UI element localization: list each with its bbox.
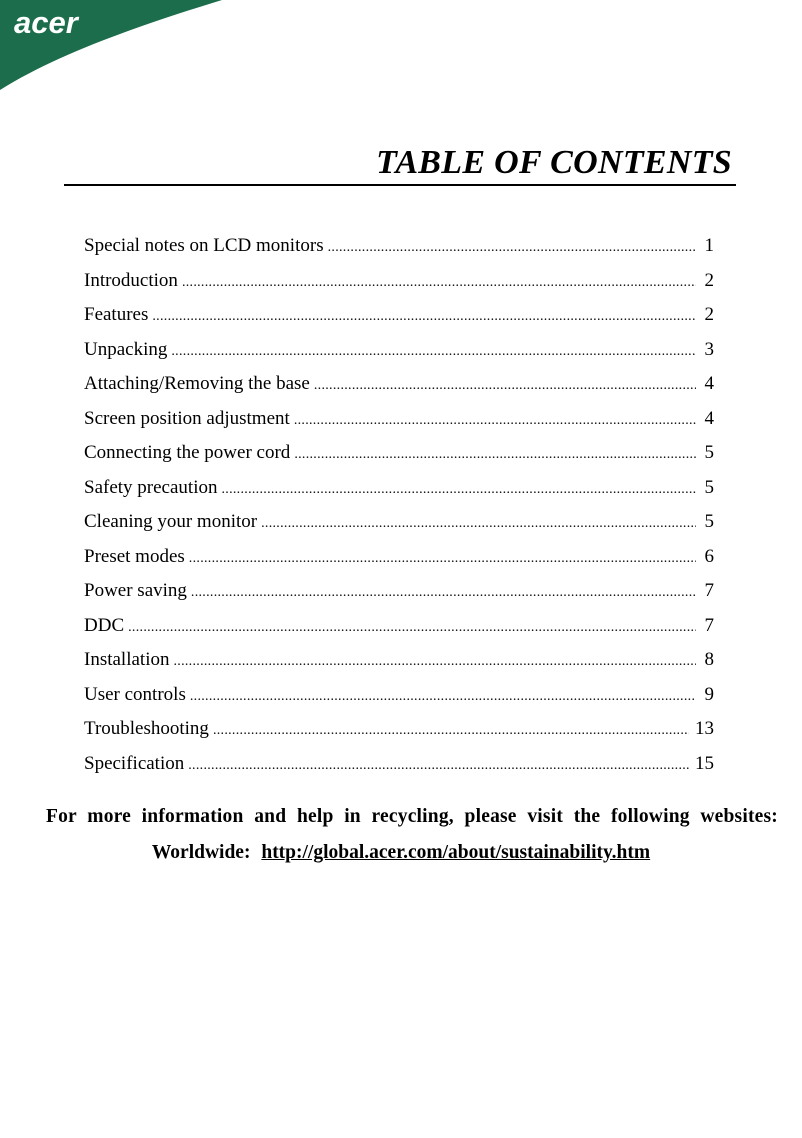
toc-leader-dots [171,335,696,370]
toc-entry-page: 2 [704,269,714,291]
toc-leader-dots [261,507,696,542]
toc-entry[interactable] [84,367,714,402]
toc-entry-page: 5 [704,476,714,498]
toc-entry-title: Installation [84,649,170,670]
toc-entry-page: 4 [704,373,714,394]
toc-entry-page: 1 [704,235,714,256]
toc-entry[interactable] [84,574,714,609]
toc-entry-page: 7 [704,580,714,601]
toc-entry-title: Special notes on LCD monitors [84,235,324,256]
toc-entry[interactable] [84,298,714,333]
toc-entry-title: DDC [84,614,125,636]
toc-entry[interactable] [84,712,714,747]
toc-entry-title: Preset modes [84,545,185,567]
toc-list [84,229,714,781]
toc-entry-title: Power saving [84,580,187,601]
toc-entry-page: 7 [704,614,714,636]
toc-leader-dots [189,542,696,577]
toc-entry[interactable] [84,333,714,368]
toc-entry-page: 3 [704,338,714,360]
toc-entry-title: Unpacking [84,338,168,360]
toc-leader-dots [294,438,696,473]
toc-entry[interactable] [84,747,714,782]
toc-leader-dots [188,749,689,784]
toc-entry-title: Introduction [84,269,178,291]
toc-entry-title: Connecting the power cord [84,442,291,463]
toc-entry[interactable] [84,678,714,713]
acer-logo-banner [0,0,230,92]
toc-entry[interactable] [84,436,714,471]
toc-entry[interactable] [84,264,714,299]
toc-entry-page: 15 [695,752,714,774]
toc-entry[interactable] [84,609,714,644]
toc-entry-page: 13 [695,718,714,739]
toc-leader-dots [191,576,696,611]
toc-entry-page: 5 [704,511,714,532]
toc-entry-page: 4 [704,407,714,429]
toc-entry-title: Specification [84,752,185,774]
toc-leader-dots [221,473,696,508]
toc-leader-dots [173,645,696,680]
toc-leader-dots [152,300,696,335]
toc-entry[interactable] [84,402,714,437]
website-label: Worldwide: [151,842,251,863]
toc-leader-dots [294,404,696,439]
toc-entry-title: Attaching/Removing the base [84,373,310,394]
toc-entry[interactable] [84,643,714,678]
toc-leader-dots [213,714,689,749]
toc-leader-dots [314,369,696,404]
toc-entry[interactable] [84,471,714,506]
toc-entry-page: 6 [704,545,714,567]
toc-entry-title: Cleaning your monitor [84,511,258,532]
toc-entry[interactable] [84,505,714,540]
toc-leader-dots [328,231,696,266]
toc-entry-title: Features [84,304,149,325]
toc-leader-dots [182,266,696,301]
toc-entry-page: 9 [704,683,714,705]
acer-logo-text: acer [14,5,78,40]
toc-heading [64,140,736,186]
toc-leader-dots [128,611,696,646]
toc-entry-page: 8 [704,649,714,670]
toc-entry-title: User controls [84,683,186,705]
website-link[interactable]: http://global.acer.com/about/sustainability.htm [261,842,651,863]
toc-entry[interactable] [84,229,714,264]
recycling-note: For more information and help in recycling, please visit the following websites: [46,806,778,827]
website-line [0,842,802,864]
toc-leader-dots [190,680,696,715]
toc-entry[interactable] [84,540,714,575]
toc-entry-page: 2 [704,304,714,325]
toc-entry-title: Troubleshooting [84,718,209,739]
page-title: TABLE OF CONTENTS [376,144,732,181]
toc-entry-page: 5 [704,442,714,463]
toc-entry-title: Screen position adjustment [84,407,290,429]
toc-entry-title: Safety precaution [84,476,218,498]
